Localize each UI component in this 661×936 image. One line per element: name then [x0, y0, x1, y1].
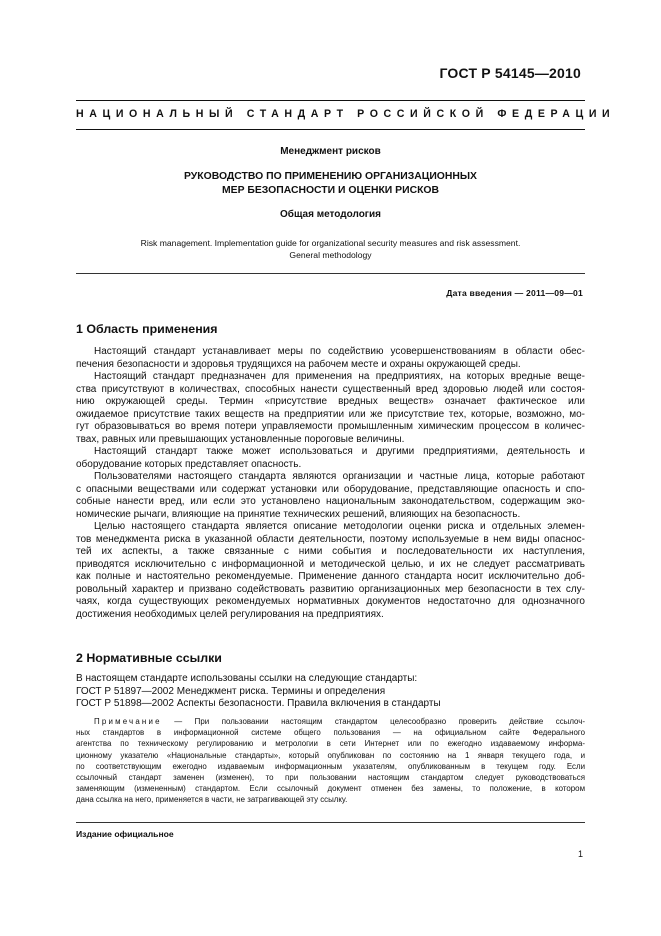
official-edition-label: Издание официальное	[76, 829, 174, 839]
body-line: В настоящем стандарте использованы ссылки на следующие стандарты:	[76, 673, 418, 684]
page-number: 1	[577, 849, 583, 859]
introduction-date: Дата введения — 2011—09—01	[446, 288, 583, 298]
footer-rule	[76, 822, 585, 823]
body-line: достижения необходимых целей регулирования на предприятиях.	[76, 608, 384, 620]
section-body-normative-references	[76, 673, 585, 711]
section-heading-normative-references: 2 Нормативные ссылки	[76, 651, 222, 665]
body-line: приводятся исключительно с информационной и методической целью, и их не следует рассматривать	[76, 558, 585, 570]
note-line: заменяющим (измененным) стандартом. Если ссылочный документ отменен без замены, то положение, в котором	[76, 784, 585, 794]
body-line: гут образовываться во время потери управляемости промышленным химическим процессом в количес-	[76, 421, 585, 432]
reference-item: ГОСТ Р 51897—2002 Менеджмент риска. Термины и определения	[76, 685, 386, 697]
body-line: как полные и настоятельно рекомендуемые. Применение данного стандарта носит исключительно доб-	[76, 571, 585, 582]
body-line: печения безопасности и здоровья трудящихся на рабочем месте и охраны окружающей среды.	[76, 358, 521, 370]
section-heading-scope: 1 Область применения	[76, 322, 218, 336]
standard-title-line-1: РУКОВОДСТВО ПО ПРИМЕНЕНИЮ ОРГАНИЗАЦИОННЫХ	[184, 171, 477, 182]
body-line: тов менеджмента риска в указанной области деятельности, поэтому используемые в нем виды опаснос-	[76, 533, 585, 545]
body-line: Целью настоящего стандарта является описание методологии оценки риска и отдельных элемен-	[94, 521, 585, 532]
standard-subtitle: Общая методология	[280, 209, 381, 220]
header-rule	[76, 129, 585, 130]
standard-title-line-2: МЕР БЕЗОПАСНОСТИ И ОЦЕНКИ РИСКОВ	[222, 185, 439, 196]
section-body-scope	[76, 346, 585, 621]
note-first-line-text: — При пользовании настоящим стандартом целесообразно проверить действие ссылоч-	[174, 717, 585, 726]
english-title-line-2: General methodology	[289, 250, 372, 260]
national-standard-title: НАЦИОНАЛЬНЫЙ СТАНДАРТ РОССИЙСКОЙ ФЕДЕРАЦИИ	[76, 108, 616, 120]
body-line: Настоящий стандарт также может использоваться и другими предприятиями, деятельность и	[94, 446, 585, 457]
english-title-line-1: Risk management. Implementation guide for organizational security measures and risk assessment.	[140, 238, 521, 248]
note-line: ных стандартов в информационной системе общего пользования — на официальном сайте Федерального	[76, 728, 585, 738]
note-line: дана ссылка на него, применяется в части, не затрагивающей эту ссылку.	[76, 795, 348, 805]
reference-item: ГОСТ Р 51898—2002 Аспекты безопасности. Правила включения в стандарты	[76, 698, 441, 709]
body-line: ожидаемое присутствие таких веществ на предприятии или же присутствие тех, которые, возможно, мо-	[76, 408, 585, 420]
body-line: чаях, когда существующих рекомендуемых нормативных документов недостаточно для однозначного	[76, 596, 585, 607]
body-line: Пользователями настоящего стандарта являются организации и частные лица, которые работают	[94, 471, 585, 482]
note-line: ссылочный стандарт заменен (изменен), то при пользовании настоящим стандартом следует руководствоваться	[76, 773, 585, 783]
note-line: агентства по техническому регулированию и метрологии в сети Интернет или по ежегодно издаваемому информа-	[76, 739, 585, 749]
body-line: номические рычаги, влияющие на принятие технических решений, влияющих на безопасность.	[76, 508, 521, 520]
subject-heading: Менеджмент рисков	[280, 146, 381, 157]
body-line: с опасными веществами или содержат установки или оборудование, представляющие опасность и спо-	[76, 483, 585, 495]
body-line: ровольный характер и призвано содействовать развитию организационных мер безопасности в тех слу-	[76, 583, 585, 595]
note-line: по соответствующим ежегодно издаваемым информационным указателям, опубликованным в текущем году. Если	[76, 761, 585, 771]
body-line: собные нанести вред, или если это установлено национальным законодательством, содержащим эко-	[76, 496, 585, 507]
top-rule	[76, 100, 585, 101]
title-rule	[76, 273, 585, 274]
body-line: нию окружающей среды. Термин «присутствие вредных веществ» означает фактическое или	[76, 396, 585, 407]
note-block	[76, 716, 585, 806]
body-line: ства присутствуют в количествах, способных нанести существенный вред здоровью людей или состоя-	[76, 383, 585, 395]
body-line: Настоящий стандарт устанавливает меры по содействию усовершенствованиям в области обес-	[94, 346, 585, 357]
document-number: ГОСТ Р 54145—2010	[439, 65, 581, 81]
body-line: оборудование которых представляет опасность.	[76, 458, 302, 470]
body-line: твах, равных или превышающих установленные пороговые величины.	[76, 433, 405, 445]
note-label: Примечание	[94, 717, 162, 726]
note-line: ционному указателю «Национальные стандарты», который опубликован по состоянию на 1 января текущего года, и	[76, 750, 585, 760]
note-first-line	[76, 716, 585, 727]
body-line: Настоящий стандарт предназначен для применения на предприятиях, на которых вредные веще-	[94, 371, 585, 382]
body-line: тей их аспекты, а также связанные с ними события и последовательности их наступления,	[76, 546, 585, 557]
